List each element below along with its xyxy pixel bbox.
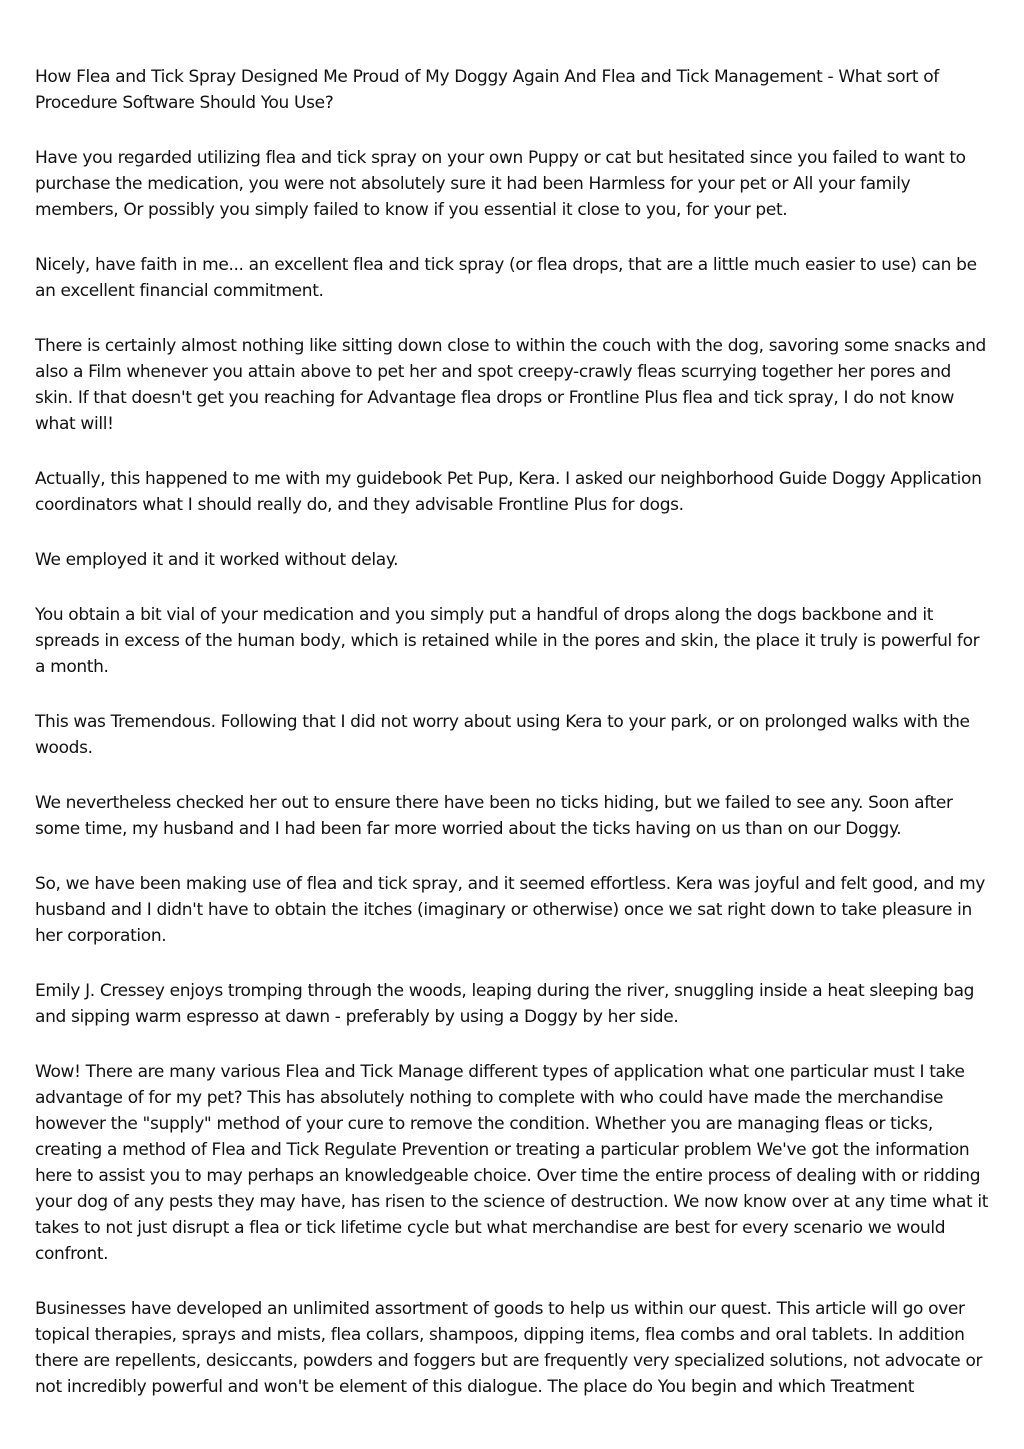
paragraph: Have you regarded utilizing flea and tick spray on your own Puppy or cat but hesitated since you failed to want to purchase the medication, you were not absolutely sure it had been Harmless for your pet or All your family members, Or possibly you simply failed to know if you essential it close to you, for your pet. xyxy=(35,148,966,220)
author-bio-paragraph: Emily J. Cressey enjoys tromping through the woods, leaping during the river, snuggling inside a heat sleeping bag and sipping warm espresso at dawn - preferably by using a Doggy by her side. xyxy=(35,981,975,1027)
document-title: How Flea and Tick Spray Designed Me Proud of My Doggy Again And Flea and Tick Management - What sort of Procedure Software Should You Use? xyxy=(35,67,939,113)
paragraph: Businesses have developed an unlimited assortment of goods to help us within our quest. This article will go over topical therapies, sprays and mists, flea collars, shampoos, dipping items, flea combs and oral tablets. In addition there are repellents, desiccants, powders and foggers but are frequently very specialized solutions, not advocate or not incredibly powerful and won't be element of this dialogue. The place do You begin and which Treatment xyxy=(35,1299,983,1397)
paragraph: You obtain a bit vial of your medication and you simply put a handful of drops along the dogs backbone and it spreads in excess of the human body, which is retained while in the pores and skin, the place it truly is powerful for a month. xyxy=(35,605,980,677)
paragraph: Actually, this happened to me with my guidebook Pet Pup, Kera. I asked our neighborhood Guide Doggy Application coordinators what I should really do, and they advisable Frontline Plus for dogs. xyxy=(35,469,982,515)
document-page xyxy=(35,64,993,1429)
paragraph: Nicely, have faith in me... an excellent flea and tick spray (or flea drops, that are a little much easier to use) can be an excellent financial commitment. xyxy=(35,255,977,301)
paragraph: We nevertheless checked her out to ensure there have been no ticks hiding, but we failed to see any. Soon after some time, my husband and I had been far more worried about the ticks having on us than on our Doggy. xyxy=(35,793,953,839)
paragraph: We employed it and it worked without delay. xyxy=(35,550,399,570)
paragraph: There is certainly almost nothing like sitting down close to within the couch with the dog, savoring some snacks and also a Film whenever you attain above to pet her and spot creepy-crawly fleas scurrying together her pores and skin. If that doesn't get you reaching for Advantage flea drops or Frontline Plus flea and tick spray, I do not know what will! xyxy=(35,336,986,434)
paragraph: So, we have been making use of flea and tick spray, and it seemed effortless. Kera was joyful and felt good, and my husband and I didn't have to obtain the itches (imaginary or otherwise) once we sat right down to take pleasure in her corporation. xyxy=(35,874,986,946)
paragraph: Wow! There are many various Flea and Tick Manage different types of application what one particular must I take advantage of for my pet? This has absolutely nothing to complete with who could have made the merchandise however the "supply" method of your cure to remove the condition. Whether you are managing fleas or ticks, creating a method of Flea and Tick Regulate Prevention or treating a particular problem We've got the information here to assist you to may perhaps an knowledgeable choice. Over time the entire process of dealing with or ridding your dog of any pests they may have, has risen to the science of destruction. We now know over at any time what it takes to not just disrupt a flea or tick lifetime cycle but what merchandise are best for every scenario we would confront. xyxy=(35,1062,989,1264)
paragraph: This was Tremendous. Following that I did not worry about using Kera to your park, or on prolonged walks with the woods. xyxy=(35,712,970,758)
